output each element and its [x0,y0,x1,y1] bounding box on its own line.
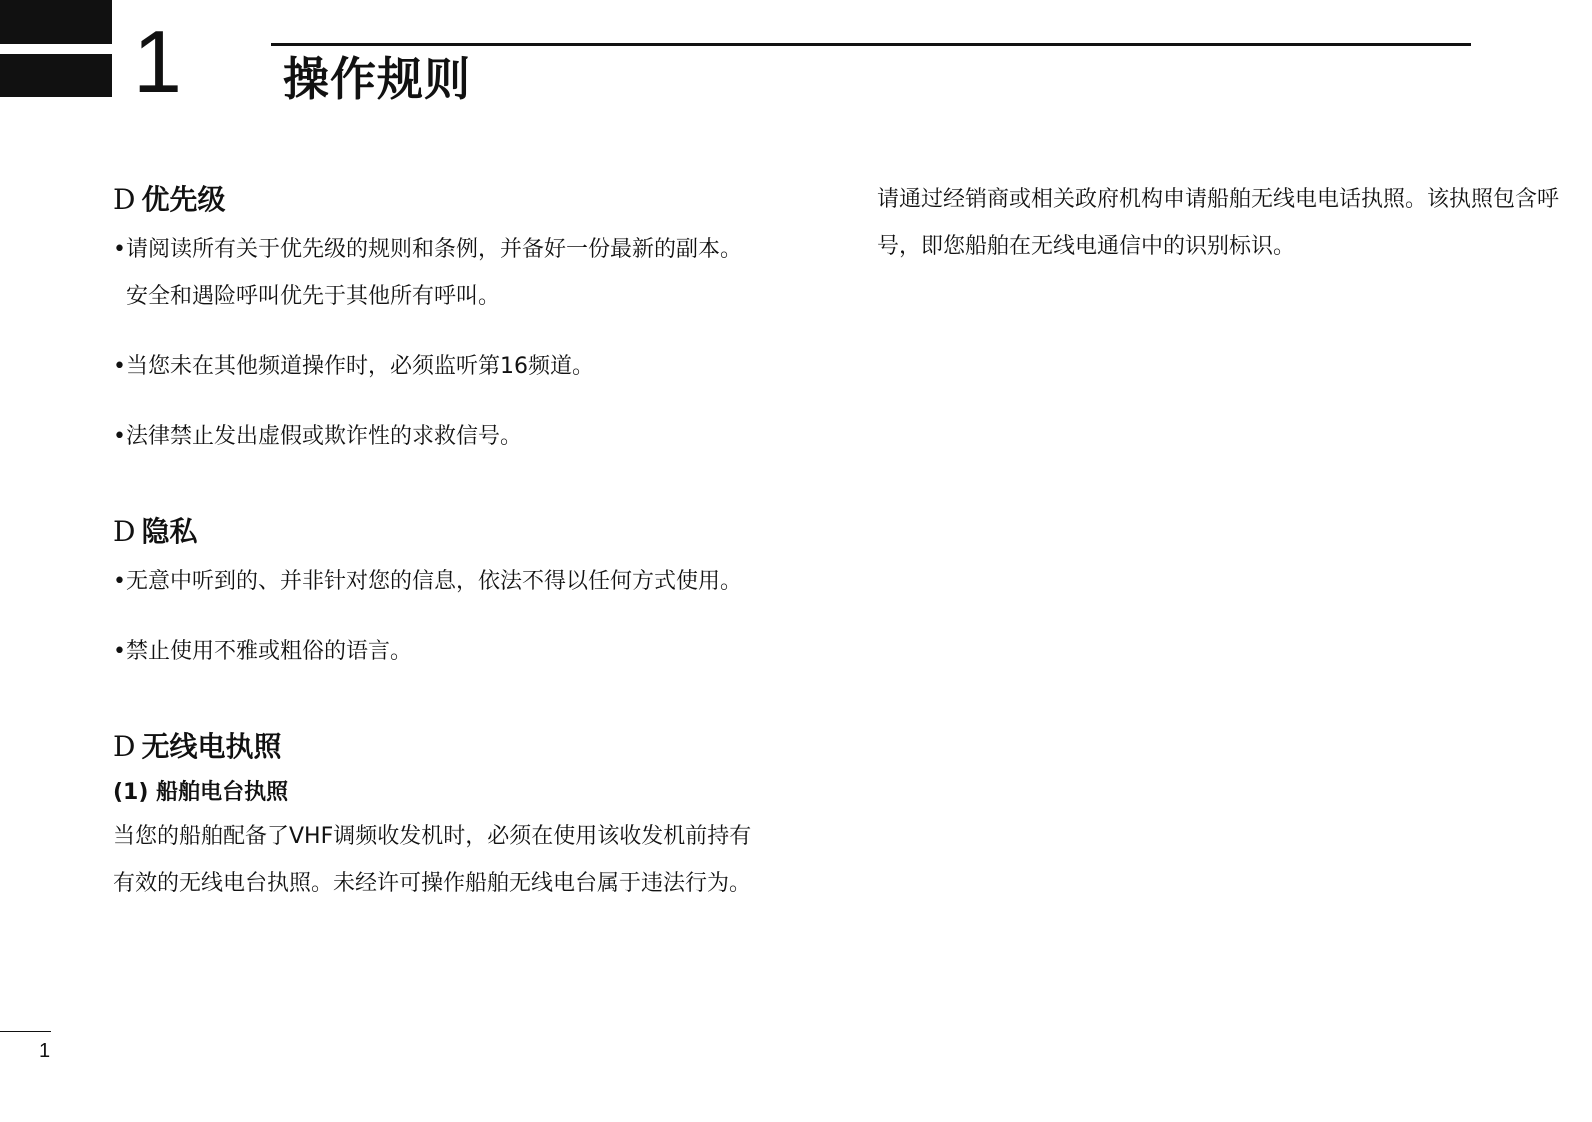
bullet-text: 当您未在其他频道操作时，必须监听第16频道。 [126,354,594,379]
page-number: 1 [39,1040,51,1062]
header-rule [271,43,1471,46]
license-paragraph-continued: 请通过经销商或相关政府机构申请船舶无线电电话执照。该执照包含呼号，即您船舶在无线电通信中的识别标识。 [877,187,1560,259]
chapter-number: 1 [133,12,182,111]
bullet-text: 禁止使用不雅或粗俗的语言。 [126,639,413,664]
section-title: 无线电执照 [141,730,282,763]
bullet-dot: • [113,354,126,379]
bullet-text: 无意中听到的、并非针对您的信息，依法不得以任何方式使用。 [126,569,743,594]
section-marker: D [113,515,136,548]
bullet-item [113,558,763,605]
chapter-title: 操作规则 [283,52,471,106]
bullet-text: 请阅读所有关于优先级的规则和条例，并备好一份最新的副本。安全和遇险呼叫优先于其他所有呼叫。 [126,237,743,309]
section-marker: D [113,183,136,216]
bullet-dot: • [113,569,126,594]
bullet-item [113,226,763,320]
section-title: 优先级 [141,183,226,216]
bullet-dot: • [113,424,126,449]
bullet-dot: • [113,237,126,262]
subsection-heading: (1) 船舶电台执照 [113,780,289,805]
bullet-item [113,343,763,390]
chapter-tab-bar-bottom [0,54,112,97]
chapter-tab-bar-top [0,0,112,44]
section-heading-priority [113,180,763,220]
right-column [877,180,1587,270]
footer-rule [0,1031,51,1032]
bullet-text: 法律禁止发出虚假或欺诈性的求救信号。 [126,424,523,449]
section-heading-radio-license [113,727,763,767]
license-paragraph: 当您的船舶配备了VHF调频收发机时，必须在使用该收发机前持有有效的无线电台执照。未经许可操作船舶无线电台属于违法行为。 [113,824,752,896]
left-column [113,180,763,907]
section-heading-privacy [113,512,763,552]
bullet-item [113,413,763,460]
section-marker: D [113,730,136,763]
bullet-item [113,628,763,675]
bullet-dot: • [113,639,126,664]
section-title: 隐私 [141,515,198,548]
